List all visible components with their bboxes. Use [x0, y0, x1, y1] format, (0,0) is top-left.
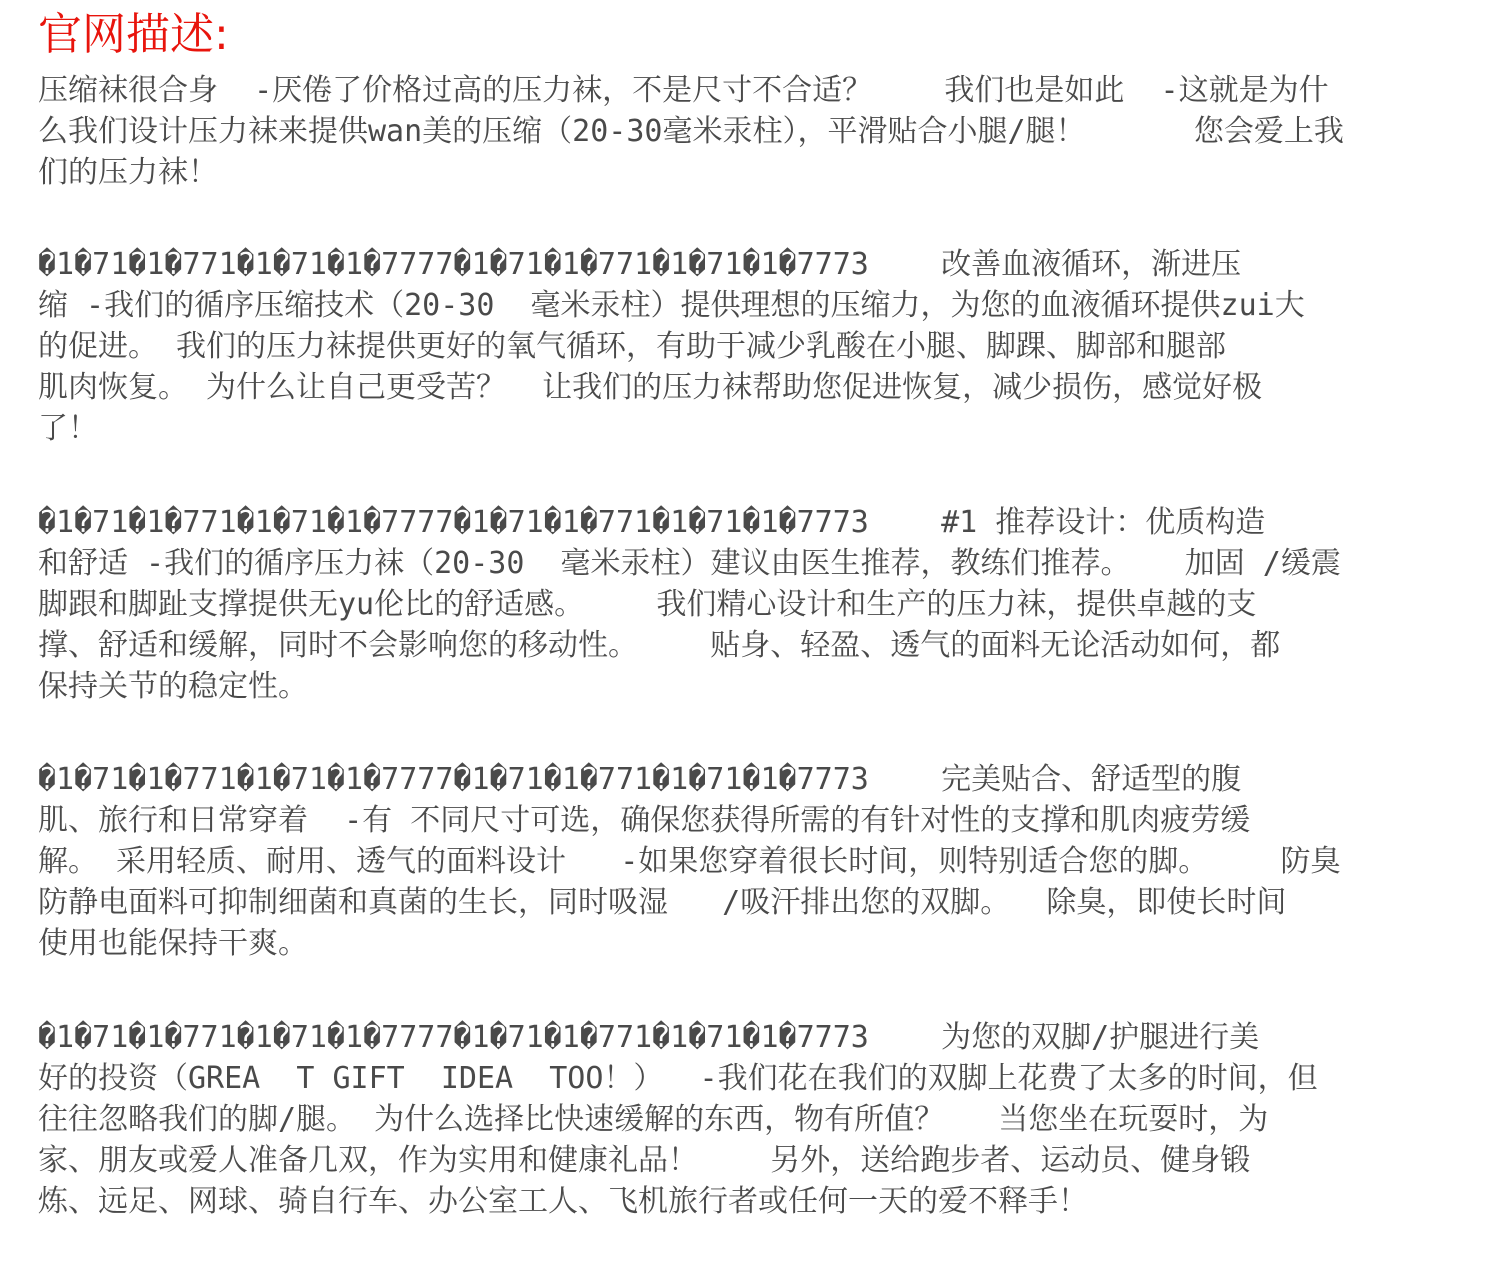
paragraph-line: 使用也能保持干爽。 — [38, 926, 308, 961]
paragraph-line: 了！ — [38, 411, 98, 446]
description-paragraph — [38, 244, 1488, 449]
paragraph-line: 防静电面料可抑制细菌和真菌的生长，同时吸湿 /吸汗排出您的双脚。 除臭，即使长时间 — [38, 885, 1287, 920]
paragraph-line: 压缩袜很合身 -厌倦了价格过高的压力袜，不是尺寸不合适？ 我们也是如此 -这就是为什 — [38, 73, 1329, 108]
page-title: 官网描述: — [38, 9, 229, 60]
paragraph-line: 解。 采用轻质、耐用、透气的面料设计 -如果您穿着很长时间，则特别适合您的脚。 防臭 — [38, 844, 1341, 879]
description-paragraph — [38, 502, 1488, 707]
paragraph-line: �1�71�1�771�1�71�1�7777�1�71�1�771�1�71�1�7773 为您的双脚/护腿进行美 — [38, 1020, 1260, 1055]
paragraph-line: 炼、远足、网球、骑自行车、办公室工人、飞机旅行者或任何一天的爱不释手！ — [38, 1184, 1088, 1219]
paragraph-line: 家、朋友或爱人准备几双，作为实用和健康礼品！ 另外，送给跑步者、运动员、健身锻 — [38, 1143, 1251, 1178]
paragraph-line: �1�71�1�771�1�71�1�7777�1�71�1�771�1�71�1�7773 #1 推荐设计：优质构造 — [38, 505, 1266, 540]
paragraph-line: �1�71�1�771�1�71�1�7777�1�71�1�771�1�71�1�7773 完美贴合、舒适型的腹 — [38, 762, 1242, 797]
paragraph-line: 缩 -我们的循序压缩技术（20-30 毫米汞柱）提供理想的压缩力，为您的血液循环提供zui大 — [38, 288, 1305, 323]
paragraph-line: 和舒适 -我们的循序压力袜（20-30 毫米汞柱）建议由医生推荐，教练们推荐。 加固 /缓震 — [38, 546, 1341, 581]
paragraph-line: 么我们设计压力袜来提供wan美的压缩（20-30毫米汞柱），平滑贴合小腿/腿！ 您会爱上我 — [38, 114, 1344, 149]
paragraph-line: �1�71�1�771�1�71�1�7777�1�71�1�771�1�71�1�7773 改善血液循环，渐进压 — [38, 247, 1242, 282]
paragraph-line: 撑、舒适和缓解，同时不会影响您的移动性。 贴身、轻盈、透气的面料无论活动如何，都 — [38, 628, 1281, 663]
paragraph-line: 肌、旅行和日常穿着 -有 不同尺寸可选，确保您获得所需的有针对性的支撑和肌肉疲劳缓 — [38, 803, 1251, 838]
description-paragraph — [38, 1017, 1488, 1222]
paragraph-line: 保持关节的稳定性。 — [38, 669, 308, 704]
paragraph-line: 的促进。 我们的压力袜提供更好的氧气循环，有助于减少乳酸在小腿、脚踝、脚部和腿部 — [38, 329, 1227, 364]
paragraph-line: 往往忽略我们的脚/腿。 为什么选择比快速缓解的东西，物有所值？ 当您坐在玩耍时，为 — [38, 1102, 1269, 1137]
paragraph-line: 们的压力袜！ — [38, 155, 218, 190]
description-paragraph — [38, 70, 1488, 193]
paragraph-line: 好的投资（GREA T GIFT IDEA TOO！） -我们花在我们的双脚上花费了太多的时间，但 — [38, 1061, 1318, 1096]
paragraph-line: 脚跟和脚趾支撑提供无yu伦比的舒适感。 我们精心设计和生产的压力袜，提供卓越的支 — [38, 587, 1257, 622]
description-paragraph — [38, 759, 1488, 964]
paragraph-line: 肌肉恢复。 为什么让自己更受苦？ 让我们的压力袜帮助您促进恢复，减少损伤，感觉好极 — [38, 370, 1263, 405]
